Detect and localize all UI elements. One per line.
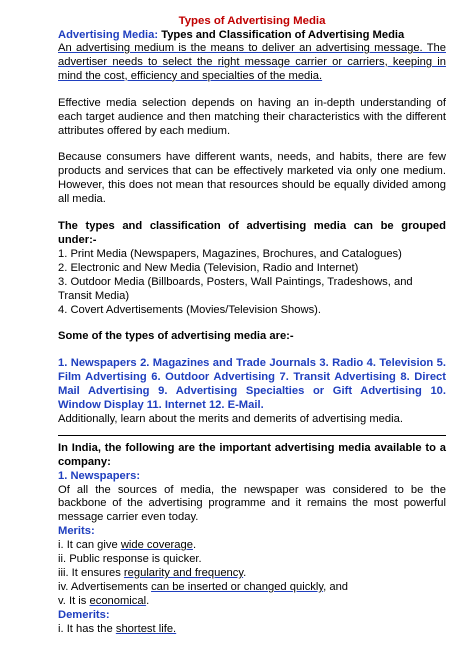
- document-title: Types of Advertising Media: [178, 15, 326, 27]
- types-list: 1. Newspapers 2. Magazines and Trade Journals 3. Radio 4. Television 5. Film Advertising 6. Outdoor Advertising 7. Transit Advertising 8. Direct Mail Advertising 9. Advertising Specialties or Gift Advertising 10. Window Display 11. Internet 12. E-Mail.: [58, 357, 446, 412]
- india-heading: In India, the following are the important advertising media available to a company:: [58, 441, 446, 468]
- demerit-item: [58, 623, 446, 637]
- subtitle-rest: Types and Classification of Advertising Media: [158, 29, 405, 41]
- merit-highlight: wide coverage: [120, 539, 193, 552]
- paragraph-media-selection: Effective media selection depends on having an in-depth understanding of each target audience and then matching their characteristics with the different attributes offered by each medium.: [58, 96, 446, 137]
- merit-suffix: .: [146, 594, 150, 607]
- merit-text: iii. It ensures: [58, 567, 124, 579]
- merit-text: i. It can give: [58, 539, 121, 552]
- newspapers-heading: 1. Newspapers:: [58, 469, 141, 482]
- merit-highlight: regularity and frequency: [123, 567, 244, 579]
- merit-item: [58, 581, 446, 595]
- demerits-list: [58, 623, 446, 637]
- merit-text: ii. Public response is quicker.: [58, 553, 202, 566]
- merit-suffix: .: [243, 567, 247, 579]
- merit-suffix: , and: [323, 580, 349, 593]
- classification-item: 3. Outdoor Media (Billboards, Posters, Wall Paintings, Tradeshows, and Transit Media): [58, 275, 413, 302]
- merit-item: [58, 595, 446, 609]
- newspapers-paragraph: Of all the sources of media, the newspaper was considered to be the backbone of the advertising programme and it remains the most powerful message carrier even today.: [58, 483, 446, 524]
- merits-list: [58, 539, 446, 609]
- demerits-heading: Demerits:: [58, 608, 110, 621]
- types-heading: Some of the types of advertising media are:-: [58, 330, 294, 343]
- document-subtitle: [58, 28, 446, 42]
- demerit-highlight: shortest life.: [115, 622, 177, 635]
- classification-list: [58, 248, 446, 318]
- classification-item: 1. Print Media (Newspapers, Magazines, Brochures, and Catalogues): [58, 247, 402, 260]
- classification-heading: The types and classification of advertising media can be grouped under:-: [58, 220, 446, 246]
- classification-item: 4. Covert Advertisements (Movies/Television Shows).: [58, 303, 322, 316]
- subtitle-lead: Advertising Media:: [58, 29, 159, 41]
- merit-text: iv. Advertisements: [58, 580, 152, 593]
- merit-suffix: .: [192, 539, 197, 552]
- classification-item: 2. Electronic and New Media (Television, Radio and Internet): [58, 261, 359, 274]
- demerit-text: i. It has the: [58, 622, 116, 635]
- merit-highlight: economical: [89, 594, 147, 607]
- types-note: Additionally, learn about the merits and demerits of advertising media.: [58, 412, 403, 425]
- merit-highlight: can be inserted or changed quickly: [151, 580, 324, 593]
- merit-item: [58, 553, 446, 567]
- document-page: [58, 14, 446, 637]
- intro-paragraph: An advertising medium is the means to deliver an advertising message. The advertiser needs to select the right message carrier or carriers, keeping in mind the cost, efficiency and specialties of the media.: [58, 42, 446, 82]
- merits-heading: Merits:: [58, 525, 95, 538]
- merit-text: v. It is: [58, 594, 90, 607]
- merit-item: [58, 567, 446, 581]
- paragraph-consumer-wants: Because consumers have different wants, needs, and habits, there are few products and services that can be effectively marketed via only one medium. However, this does not mean that resources should be equally divided among all media.: [58, 151, 446, 206]
- merit-item: [58, 539, 446, 553]
